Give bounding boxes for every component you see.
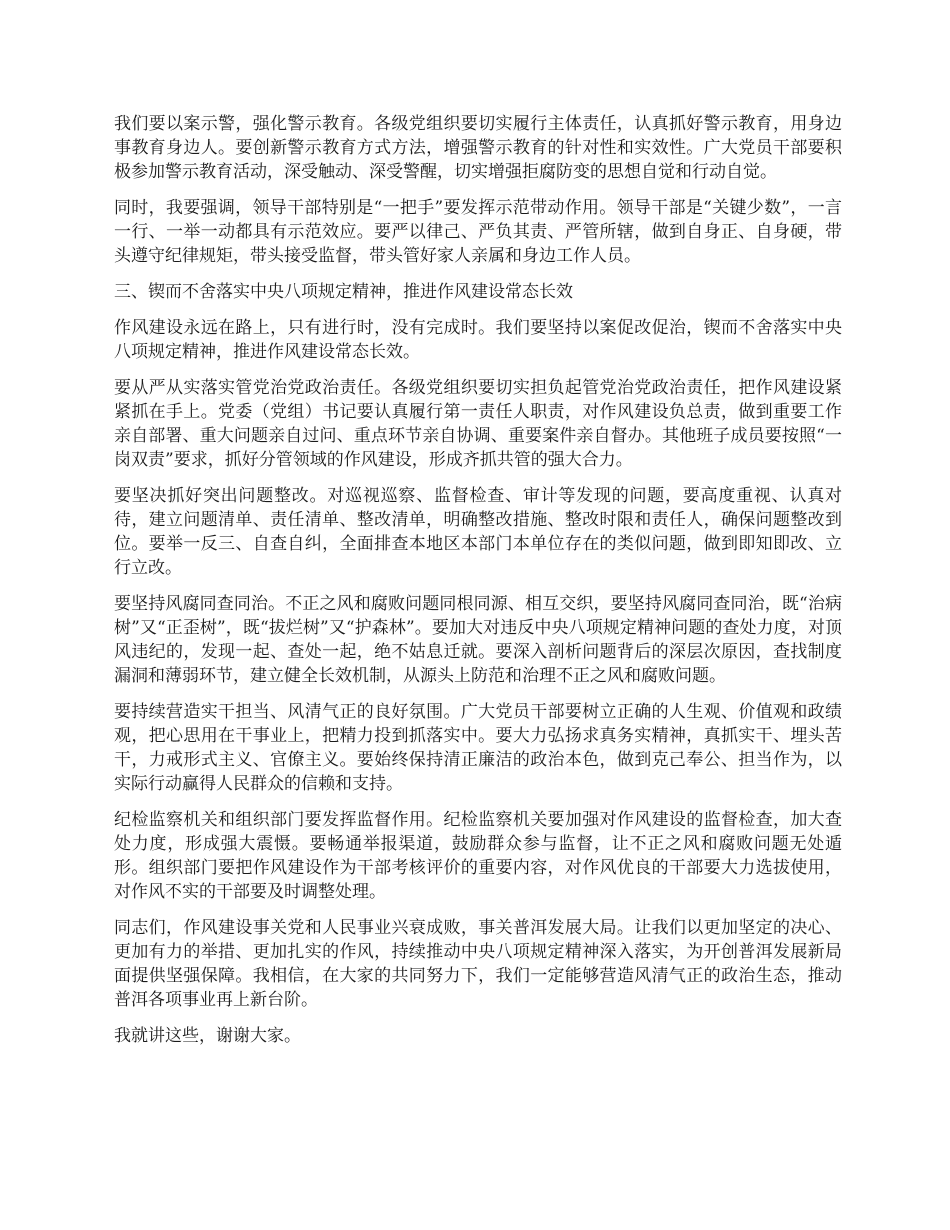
paragraph-supervision: 纪检监察机关和组织部门要发挥监督作用。纪检监察机关要加强对作风建设的监督检查，加大查处力度，形成强大震慑。要畅通举报渠道，鼓励群众参与监督，让不正之风和腐败问题无处遁形。组织部门要把作风建设作为干部考核评价的重要内容，对作风优良的干部要大力选拔使用，对作风不实的干部要及时调整处理。 [114, 810, 842, 902]
paragraph-investigation: 要坚持风腐同查同治。不正之风和腐败问题同根同源、相互交织，要坚持风腐同查同治，既“治病树”又“正歪树”，既“拔烂树”又“护森林”。要加大对违反中央八项规定精神问题的查处力度，对顶风违纪的，发现一起、查处一起，绝不姑息迁就。要深入剖析问题背后的深层次原因，查找制度漏洞和薄弱环节，建立健全长效机制，从源头上防范和治理不正之风和腐败问题。 [114, 594, 842, 686]
section-heading-3: 三、锲而不舍落实中央八项规定精神，推进作风建设常态长效 [114, 282, 573, 302]
paragraph-style-building: 作风建设永远在路上，只有进行时，没有完成时。我们要坚持以案促改促治，锲而不舍落实中央八项规定精神，推进作风建设常态长效。 [114, 318, 842, 362]
paragraph-leaders-example: 同时，我要强调，领导干部特别是“一把手”要发挥示范带动作用。领导干部是“关键少数”，一言一行、一举一动都具有示范效应。要严以律己、严负其责、严管所辖，做到自身正、自身硬，带头遵守纪律规矩，带头接受监督，带头管好家人亲属和身边工作人员。 [114, 198, 842, 266]
paragraph-warning-education: 我们要以案示警，强化警示教育。各级党组织要切实履行主体责任，认真抓好警示教育，用身边事教育身边人。要创新警示教育方式方法，增强警示教育的针对性和实效性。广大党员干部要积极参加警示教育活动，深受触动、深受警醒，切实增强拒腐防变的思想自觉和行动自觉。 [114, 114, 842, 182]
paragraph-political-responsibility: 要从严从实落实管党治党政治责任。各级党组织要切实担负起管党治党政治责任，把作风建设紧紧抓在手上。党委（党组）书记要认真履行第一责任人职责，对作风建设负总责，做到重要工作亲自部署、重大问题亲自过问、重点环节亲自协调、重要案件亲自督办。其他班子成员要按照“一岗双责”要求，抓好分管领域的作风建设，形成齐抓共管的强大合力。 [114, 378, 842, 470]
document-body [114, 112, 842, 1060]
paragraph-conclusion: 同志们，作风建设事关党和人民事业兴衰成败，事关普洱发展大局。让我们以更加坚定的决心、更加有力的举措、更加扎实的作风，持续推动中央八项规定精神深入落实，为开创普洱发展新局面提供坚强保障。我相信，在大家的共同努力下，我们一定能够营造风清气正的政治生态，推动普洱各项事业再上新台阶。 [114, 918, 842, 1010]
paragraph-rectification: 要坚决抓好突出问题整改。对巡视巡察、监督检查、审计等发现的问题，要高度重视、认真对待，建立问题清单、责任清单、整改清单，明确整改措施、整改时限和责任人，确保问题整改到位。要举一反三、自查自纠，全面排查本地区本部门本单位存在的类似问题，做到即知即改、立行立改。 [114, 486, 842, 578]
paragraph-atmosphere: 要持续营造实干担当、风清气正的良好氛围。广大党员干部要树立正确的人生观、价值观和政绩观，把心思用在干事业上，把精力投到抓落实中。要大力弘扬求真务实精神，真抓实干、埋头苦干，力戒形式主义、官僚主义。要始终保持清正廉洁的政治本色，做到克己奉公、担当作为，以实际行动赢得人民群众的信赖和支持。 [114, 702, 842, 794]
paragraph-closing: 我就讲这些，谢谢大家。 [114, 1026, 301, 1046]
